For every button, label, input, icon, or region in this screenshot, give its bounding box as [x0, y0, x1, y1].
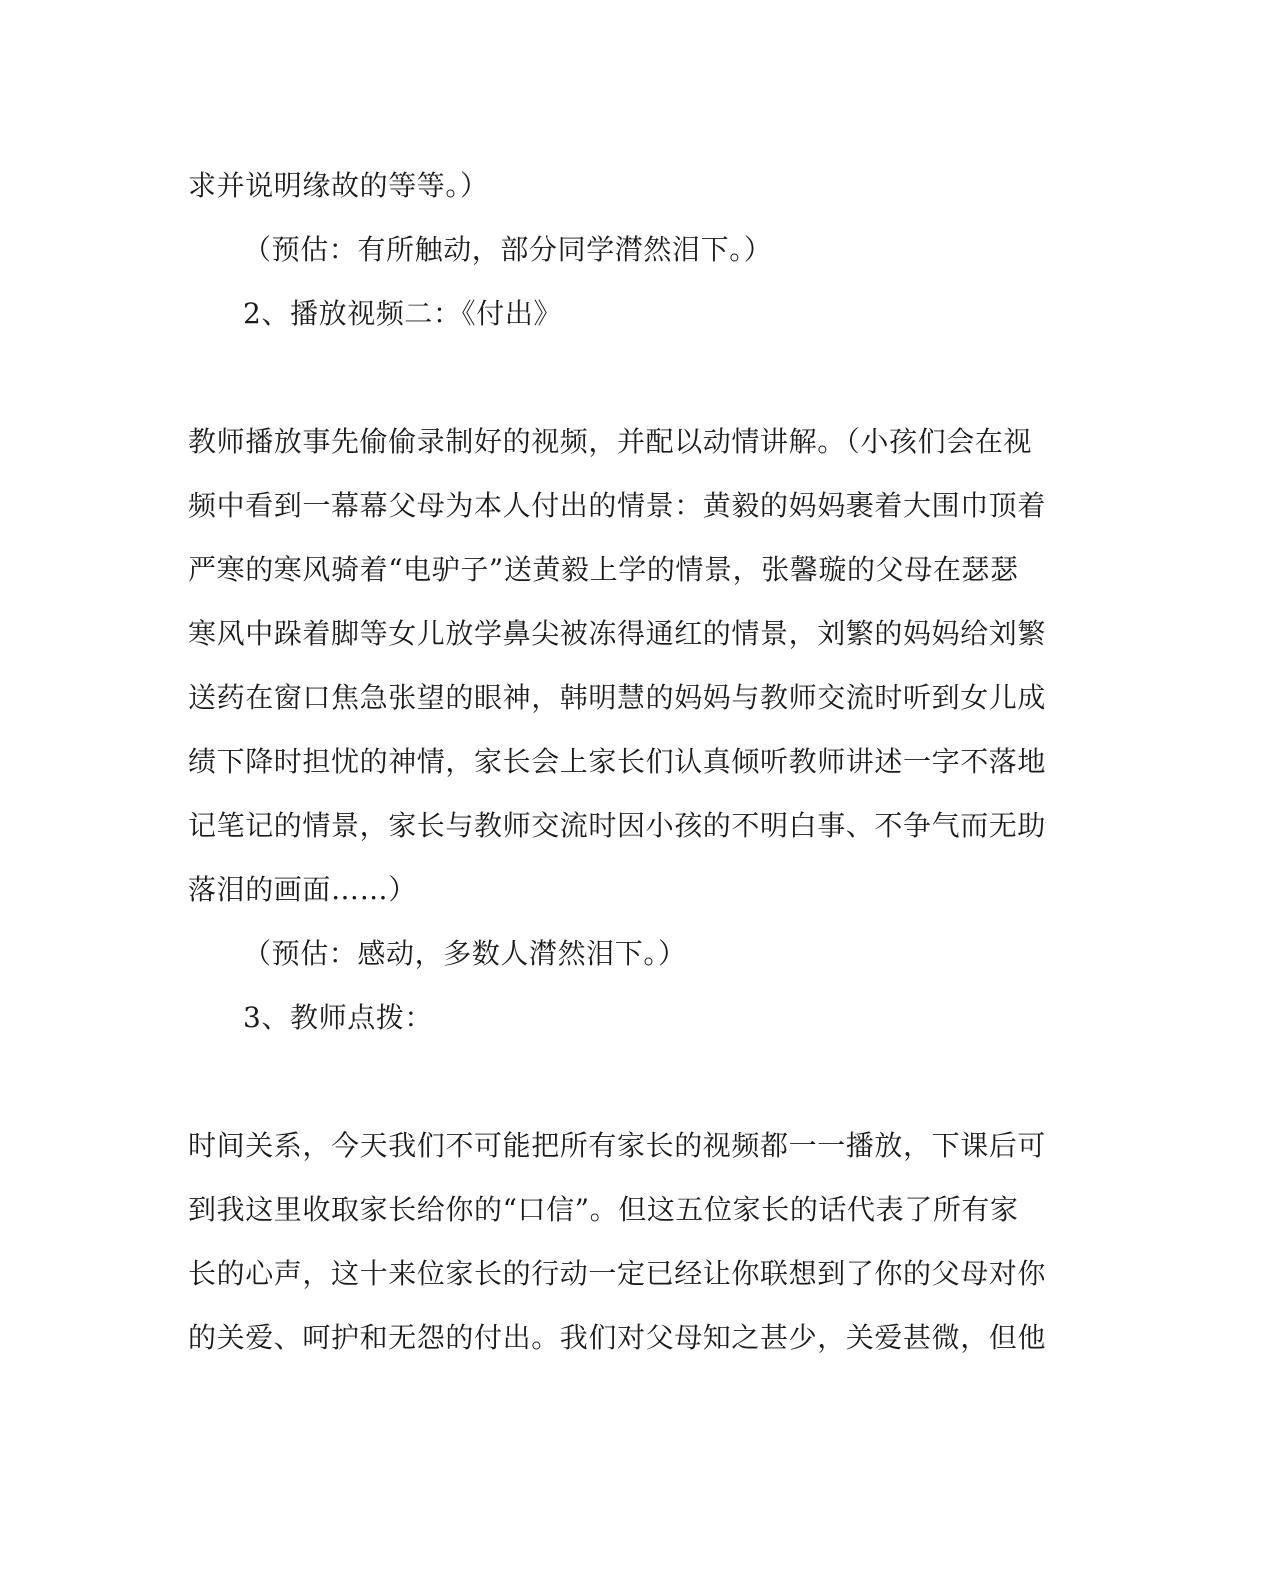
paragraph-line: 严寒的寒风骑着“电驴子”送黄毅上学的情景，张馨璇的父母在瑟瑟 — [188, 553, 1019, 586]
paragraph-line: 绩下降时担忧的神情，家长会上家长们认真倾听教师讲述一字不落地 — [188, 745, 1047, 778]
paragraph-line: （预估：感动，多数人潸然泪下。） — [243, 937, 687, 970]
paragraph-line: 记笔记的情景，家长与教师交流时因小孩的不明白事、不争气而无助 — [188, 809, 1047, 842]
paragraph-line: （预估：有所触动，部分同学潸然泪下。） — [243, 233, 773, 266]
paragraph-line: 的关爱、呵护和无怨的付出。我们对父母知之甚少，关爱甚微，但他 — [188, 1321, 1047, 1354]
paragraph-line: 到我这里收取家长给你的“口信”。但这五位家长的话代表了所有家 — [188, 1193, 1019, 1226]
paragraph-line: 落泪的画面……） — [188, 873, 417, 906]
paragraph-line: 求并说明缘故的等等。） — [188, 169, 489, 202]
section-heading: 2、播放视频二：《付出》 — [243, 297, 563, 330]
paragraph-line: 送药在窗口焦急张望的眼神，韩明慧的妈妈与教师交流时听到女儿成 — [188, 681, 1047, 714]
paragraph-line: 频中看到一幕幕父母为本人付出的情景：黄毅的妈妈裹着大围巾顶着 — [188, 489, 1047, 522]
paragraph-line: 长的心声，这十来位家长的行动一定已经让你联想到了你的父母对你 — [188, 1257, 1047, 1290]
paragraph-line: 教师播放事先偷偷录制好的视频，并配以动情讲解。（小孩们会在视 — [188, 425, 1033, 458]
paragraph-line: 时间关系，今天我们不可能把所有家长的视频都一一播放，下课后可 — [188, 1129, 1047, 1162]
paragraph-line: 寒风中跺着脚等女儿放学鼻尖被冻得通红的情景，刘繁的妈妈给刘繁 — [188, 617, 1047, 650]
section-heading: 3、教师点拨： — [243, 1001, 434, 1034]
